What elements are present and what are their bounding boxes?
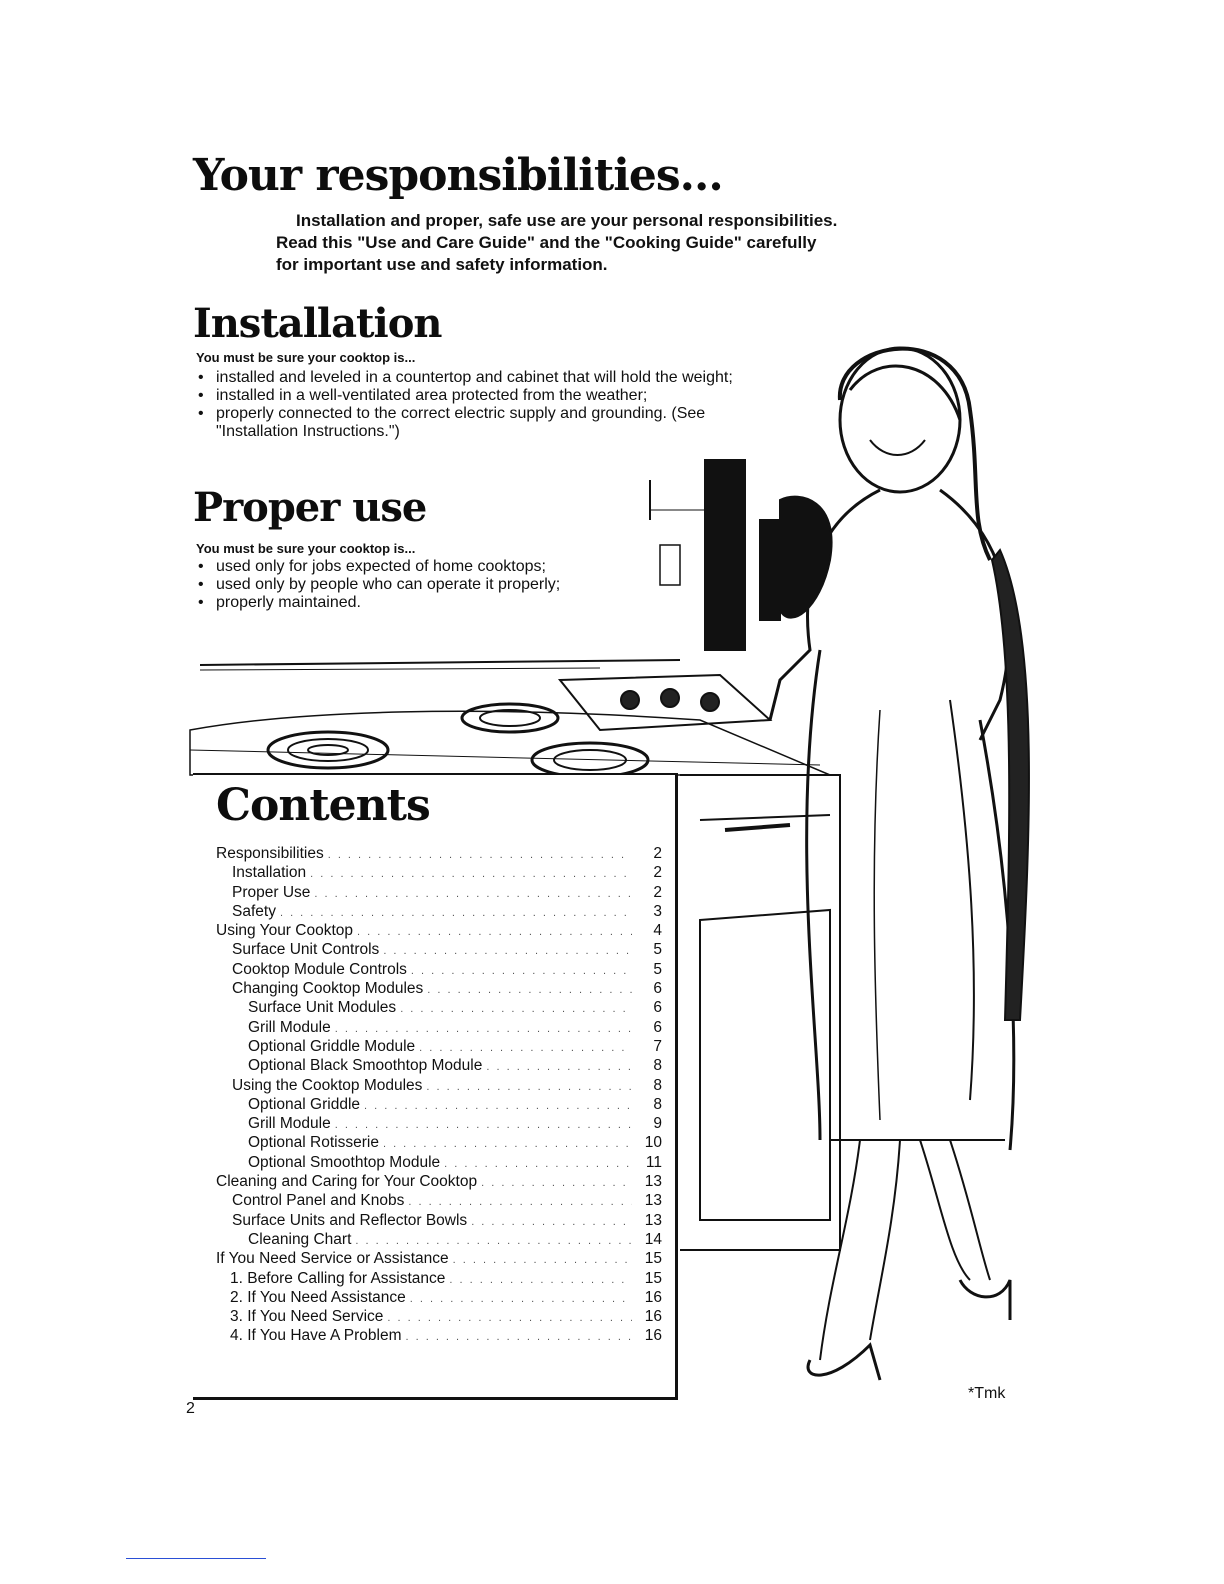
toc-entry[interactable]: Optional Griddle Module . . . 7 [212, 1038, 662, 1057]
list-item: • used only for jobs expected of home cooktops; [196, 558, 636, 576]
toc-entry[interactable]: Proper Use . . . 2 [212, 884, 662, 903]
toc-entry[interactable]: Responsibilities . . . 2 [212, 845, 662, 864]
page-title: Your responsibilities... [193, 150, 723, 201]
toc-entry[interactable]: Cleaning and Caring for Your Cooktop . . . 13 [212, 1173, 662, 1192]
toc-entry[interactable]: Cooktop Module Controls . . . 5 [212, 961, 662, 980]
proper-use-lead: You must be sure your cooktop is... [196, 541, 416, 556]
proper-use-heading: Proper use [193, 484, 427, 531]
toc-entry[interactable]: Surface Units and Reflector Bowls . . . 13 [212, 1212, 662, 1231]
installation-list [196, 369, 776, 441]
list-item: • properly connected to the correct electric supply and grounding. (See "Installation Instructions.") [196, 405, 776, 441]
intro-paragraph [276, 210, 976, 276]
toc-entry[interactable]: 2. If You Need Assistance . . . 16 [212, 1289, 662, 1308]
contents-heading: Contents [216, 780, 430, 831]
page-number: 2 [186, 1400, 195, 1417]
toc-entry[interactable]: Grill Module . . . 6 [212, 1019, 662, 1038]
toc-entry[interactable]: Optional Rotisserie . . . 10 [212, 1134, 662, 1153]
intro-line: for important use and safety information. [276, 255, 608, 274]
intro-line: Installation and proper, safe use are your personal responsibilities. [296, 211, 838, 230]
toc-entry[interactable]: Control Panel and Knobs . . . 13 [212, 1192, 662, 1211]
toc-entry[interactable]: Optional Griddle . . . 8 [212, 1096, 662, 1115]
table-of-contents [212, 845, 662, 1347]
list-item: • installed in a well-ventilated area protected from the weather; [196, 387, 776, 405]
toc-entry[interactable]: Cleaning Chart . . . 14 [212, 1231, 662, 1250]
proper-use-list [196, 558, 636, 612]
footer-rule [126, 1558, 266, 1559]
toc-entry[interactable]: 4. If You Have A Problem . . . 16 [212, 1327, 662, 1346]
list-item: • used only by people who can operate it properly; [196, 576, 636, 594]
toc-entry[interactable]: If You Need Service or Assistance . . . 15 [212, 1250, 662, 1269]
toc-entry[interactable]: 1. Before Calling for Assistance . . . 15 [212, 1270, 662, 1289]
toc-entry[interactable]: Using the Cooktop Modules . . . 8 [212, 1077, 662, 1096]
toc-entry[interactable]: Surface Unit Modules . . . 6 [212, 999, 662, 1018]
toc-entry[interactable]: Surface Unit Controls . . . 5 [212, 941, 662, 960]
toc-entry[interactable]: Using Your Cooktop . . . 4 [212, 922, 662, 941]
toc-entry[interactable]: Changing Cooktop Modules . . . 6 [212, 980, 662, 999]
intro-line: Read this "Use and Care Guide" and the "Cooking Guide" carefully [276, 233, 817, 252]
installation-lead: You must be sure your cooktop is... [196, 350, 416, 365]
toc-entry[interactable]: Installation . . . 2 [212, 864, 662, 883]
list-item: • installed and leveled in a countertop and cabinet that will hold the weight; [196, 369, 776, 387]
toc-entry[interactable]: Optional Smoothtop Module . . . 11 [212, 1154, 662, 1173]
toc-entry[interactable]: Grill Module . . . 9 [212, 1115, 662, 1134]
trademark-note: *Tmk [968, 1385, 1006, 1402]
toc-entry[interactable]: Safety . . . 3 [212, 903, 662, 922]
toc-entry[interactable]: Optional Black Smoothtop Module . . . 8 [212, 1057, 662, 1076]
toc-entry[interactable]: 3. If You Need Service . . . 16 [212, 1308, 662, 1327]
list-item: • properly maintained. [196, 594, 636, 612]
installation-heading: Installation [193, 300, 442, 347]
